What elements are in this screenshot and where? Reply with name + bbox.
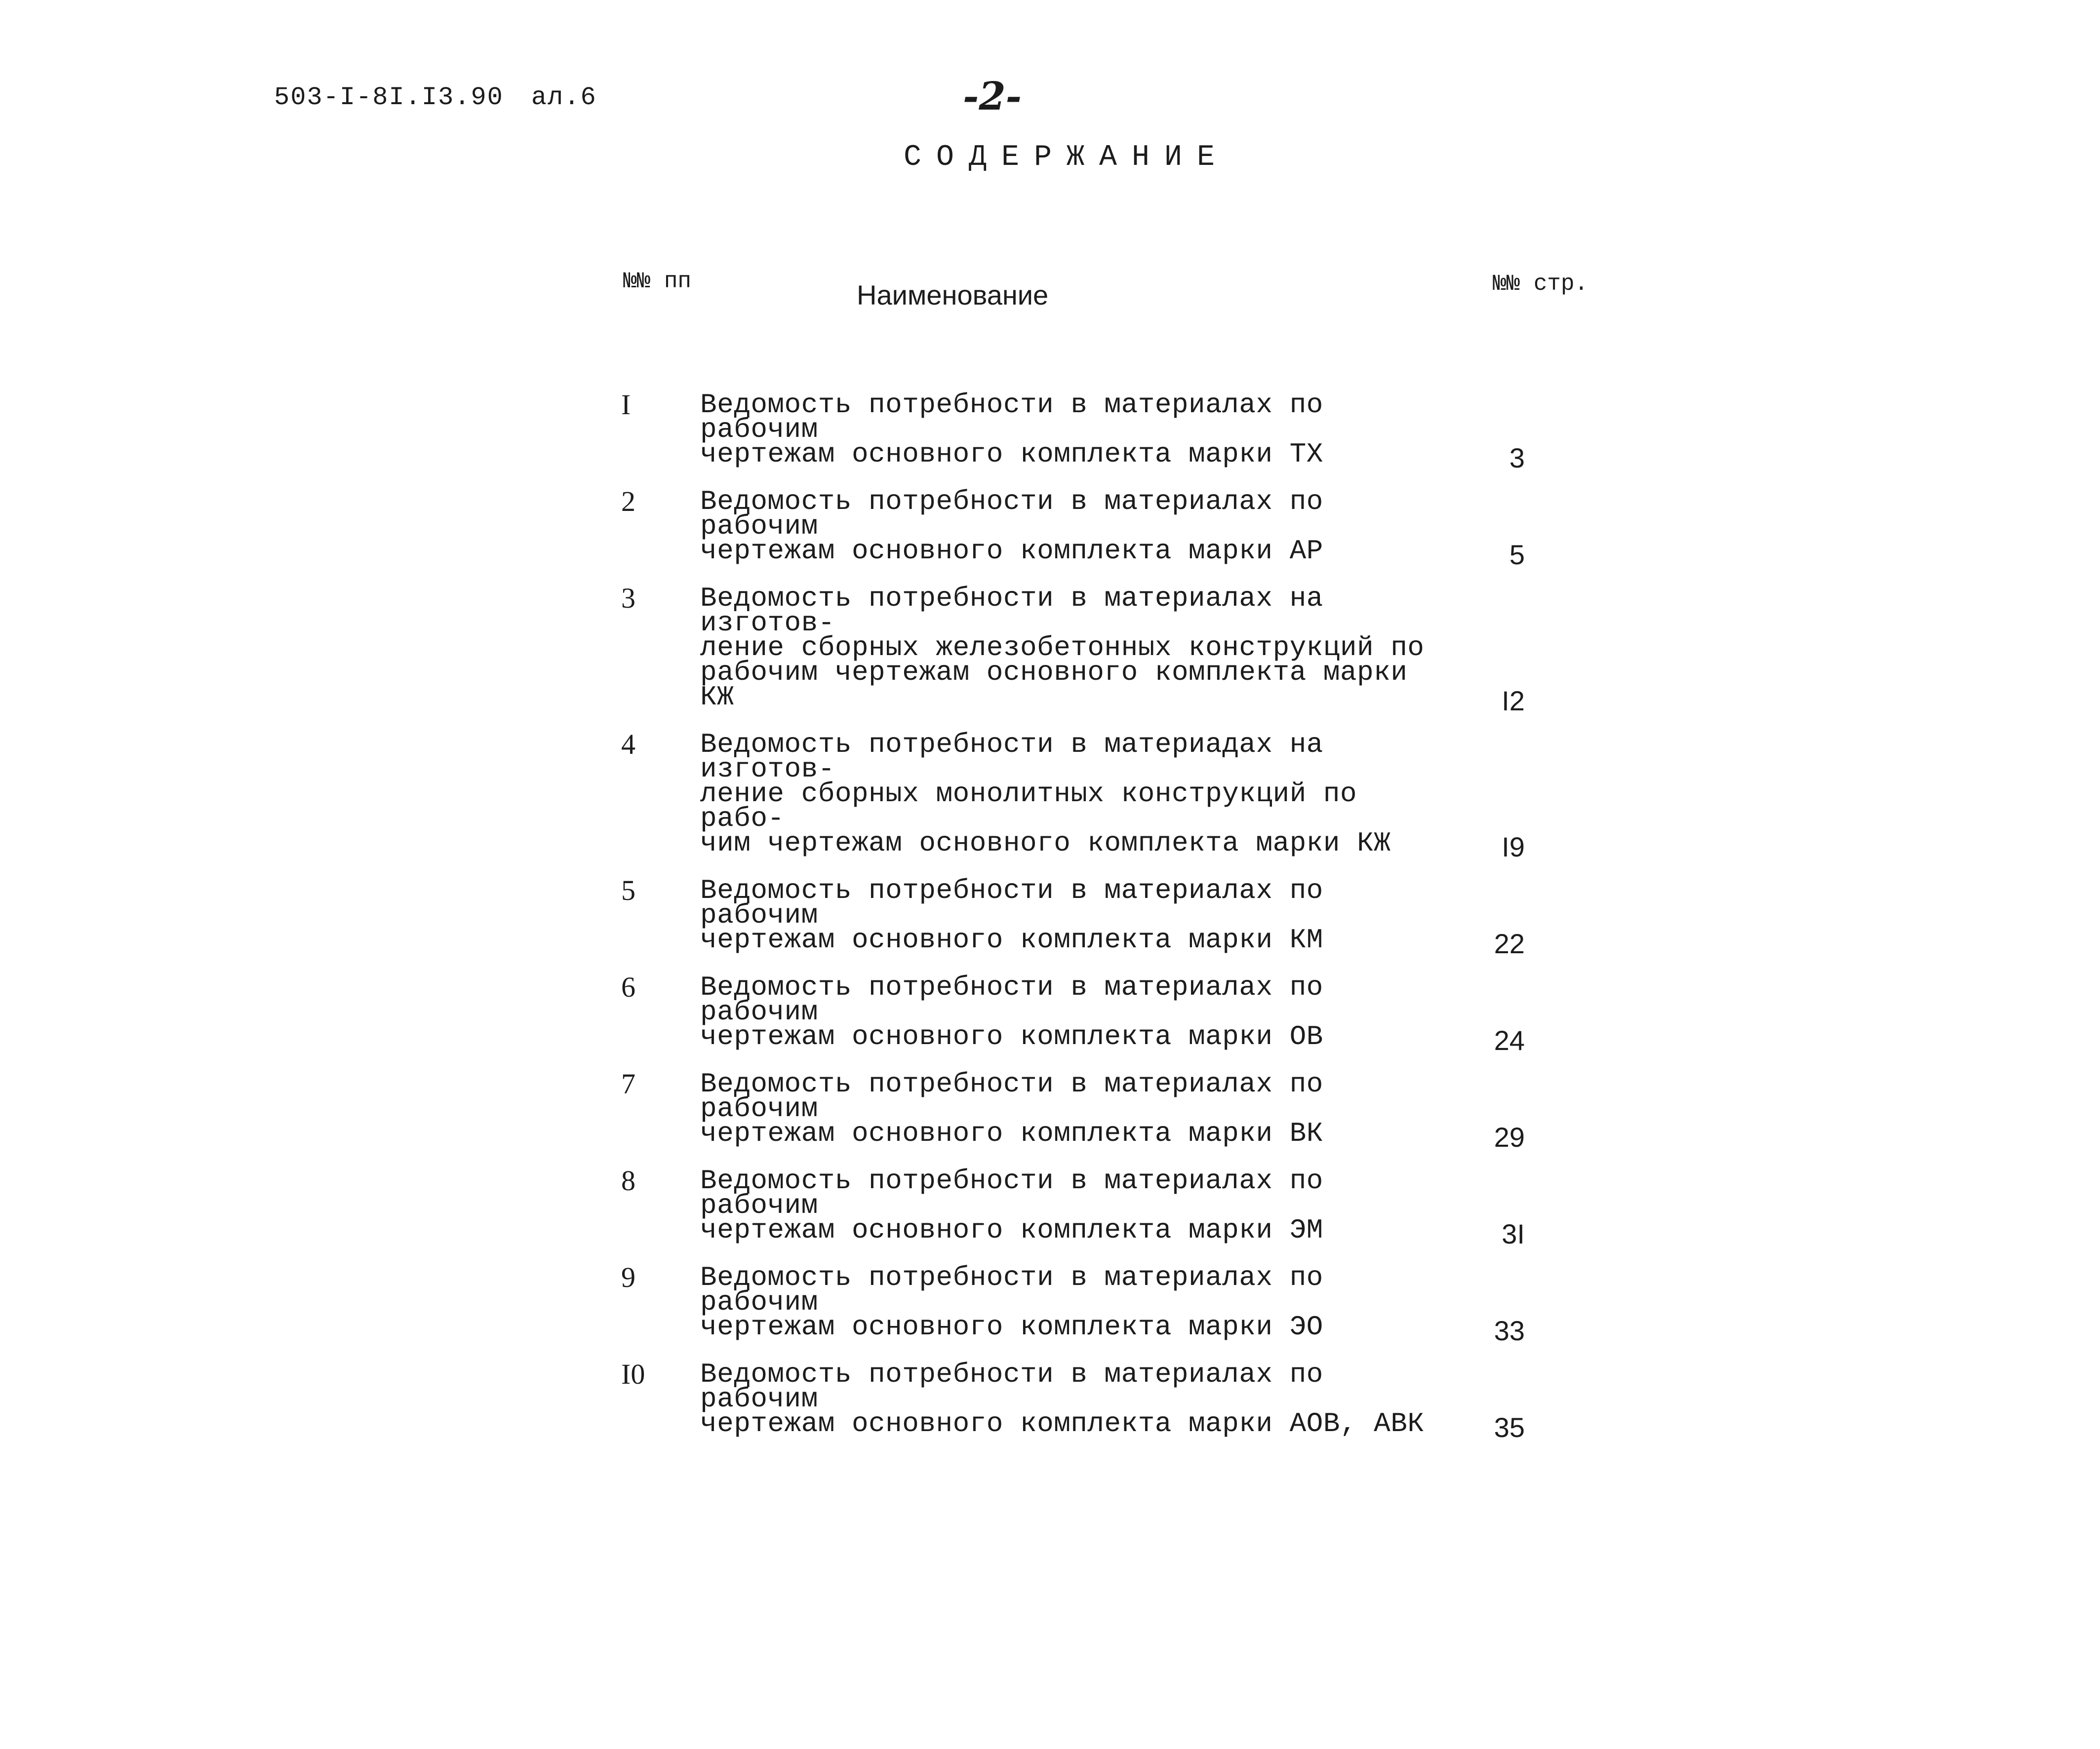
item-number: 7	[621, 1068, 635, 1100]
document-code-number: 503-I-8I.I3.90	[274, 83, 504, 112]
item-title: Ведомость потребности в материалах по рабочим чертежам основного комплекта марки КМ	[700, 875, 1323, 956]
item-title: Ведомость потребности в материалах по рабочим чертежам основного комплекта марки АР	[700, 486, 1323, 567]
item-title: Ведомость потребности в материадах на изготов- ление сборных монолитных конструкций по рабо- чим чертежам основного комплекта марки КЖ	[700, 729, 1391, 859]
item-number: 9	[621, 1261, 635, 1293]
item-number: 3	[621, 582, 635, 614]
contents-item	[621, 1261, 1584, 1346]
item-title: Ведомость потребности в материалах по рабочим чертежам основного комплекта марки АОВ, АВК	[700, 1359, 1425, 1439]
item-page: 33	[1494, 1315, 1525, 1346]
contents-item	[621, 1068, 1584, 1153]
item-page: I9	[1502, 831, 1525, 862]
item-page: 24	[1494, 1025, 1525, 1056]
item-number: 6	[621, 971, 635, 1003]
item-page: 3	[1509, 442, 1525, 473]
item-title: Ведомость потребности в материалах на изготов- ление сборных железобетонных конструкций по рабочим чертежам основного комплекта марки КЖ	[700, 583, 1425, 713]
item-number: 8	[621, 1165, 635, 1197]
item-number: 2	[621, 485, 635, 517]
item-page: 29	[1494, 1122, 1525, 1153]
item-title: Ведомость потребности в материалах по рабочим чертежам основного комплекта марки ЭО	[700, 1262, 1323, 1343]
contents-item	[621, 582, 1584, 716]
item-number: I	[621, 389, 631, 421]
item-number: 4	[621, 728, 635, 760]
item-title: Ведомость потребности в материалах по рабочим чертежам основного комплекта марки ЭМ	[700, 1165, 1323, 1246]
page-title: СОДЕРЖАНИЕ	[904, 141, 1230, 174]
document-code	[274, 83, 597, 112]
contents-item	[621, 874, 1584, 959]
contents-list	[621, 389, 1584, 1459]
column-header-name: Наименование	[857, 279, 1049, 311]
contents-item	[621, 389, 1584, 473]
contents-item	[621, 728, 1584, 862]
item-title: Ведомость потребности в материалах по рабочим чертежам основного комплекта марки ОВ	[700, 972, 1323, 1052]
contents-item	[621, 485, 1584, 570]
item-title: Ведомость потребности в материалах по рабочим чертежам основного комплекта марки ВК	[700, 1068, 1323, 1149]
item-page: 35	[1494, 1412, 1525, 1443]
item-page: 22	[1494, 928, 1525, 959]
album-label: ал.6	[531, 83, 597, 112]
contents-item	[621, 1165, 1584, 1249]
item-number: I0	[621, 1358, 645, 1390]
item-page: 3I	[1502, 1218, 1525, 1249]
column-header-page: №№ стр.	[1493, 271, 1588, 297]
column-header-number: №№ пп	[623, 269, 692, 294]
contents-item	[621, 971, 1584, 1056]
item-page: 5	[1509, 539, 1525, 570]
contents-item	[621, 1358, 1584, 1443]
page-number: -2-	[963, 74, 1022, 119]
item-page: I2	[1502, 685, 1525, 716]
item-number: 5	[621, 874, 635, 906]
item-title: Ведомость потребности в материалах по рабочим чертежам основного комплекта марки ТХ	[700, 389, 1323, 470]
